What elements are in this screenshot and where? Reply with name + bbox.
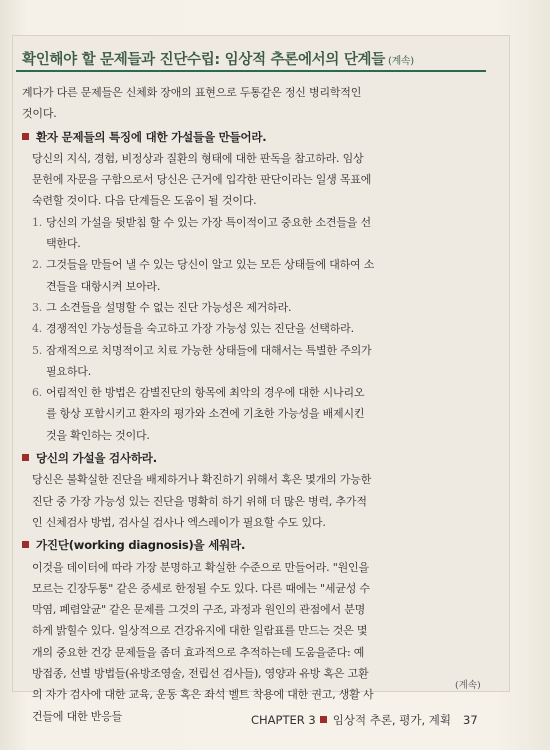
list-line: 당신의 가설을 뒷받침 할 수 있는 가장 특이적이고 중요한 소견들을 선	[46, 215, 371, 229]
list-number: 5.	[32, 343, 43, 357]
section-heading	[22, 448, 492, 469]
body-line: 의 자가 검사에 대한 교육, 운동 혹은 좌석 벨트 착용에 대한 권고, 생활 사	[32, 688, 374, 702]
body-line: 막염, 폐렴알균" 같은 문제를 그것의 구조, 과정과 원인의 관점에서 분명	[32, 603, 366, 617]
square-bullet-icon	[22, 541, 29, 548]
list-text	[46, 212, 492, 255]
body-line: 인 신체검사 방법, 검사실 검사나 엑스레이가 필요할 수도 있다.	[32, 515, 326, 529]
square-bullet-icon	[22, 133, 29, 140]
section-heading-text: 환자 문제들의 특징에 대한 가설들을 만들어라.	[36, 129, 267, 144]
list-item	[22, 382, 492, 446]
page-title	[22, 48, 414, 69]
list-text	[46, 382, 492, 446]
section-body	[22, 469, 492, 533]
square-bullet-icon	[320, 716, 327, 723]
square-bullet-icon	[22, 454, 29, 461]
body-line: 건들에 대한 반응들	[32, 709, 123, 723]
section-body	[22, 557, 492, 727]
list-line: 그것들을 만들어 낼 수 있는 당신이 알고 있는 모든 상태들에 대하여 소	[46, 258, 375, 272]
list-item	[22, 254, 492, 297]
list-number: 1.	[32, 215, 43, 229]
list-line: 경쟁적인 가능성들을 숙고하고 가장 가능성 있는 진단을 선택하라.	[46, 322, 354, 336]
list-number: 3.	[32, 300, 43, 314]
list-line: 그 소견들을 설명할 수 없는 진단 가능성은 제거하라.	[46, 300, 292, 314]
section-body	[22, 148, 492, 212]
body-line: 당신은 불확실한 진단을 배제하거나 확진하기 위해서 혹은 몇개의 가능한	[32, 473, 372, 487]
chapter-title: 임상적 추론, 평가, 계획	[332, 713, 451, 727]
main-content	[22, 82, 492, 727]
body-line: 당신의 지식, 경험, 비정상과 질환의 형태에 대한 판독을 참고하라. 임상	[32, 151, 364, 165]
list-line: 어림적인 한 방법은 감별진단의 항목에 최악의 경우에 대한 시나리오	[46, 386, 365, 400]
intro-line: 것이다.	[22, 107, 57, 121]
body-line: 숙련할 것이다. 다음 단계들은 도움이 될 것이다.	[32, 194, 257, 208]
body-line: 문헌에 자문을 구함으로서 당신은 근거에 입각한 판단이라는 일생 목표에	[32, 173, 372, 187]
list-item	[22, 212, 492, 255]
body-line: 방접종, 선별 방법들(유방조영술, 전립선 검사들), 영양과 유방 혹은 고환	[32, 667, 369, 681]
page-number: 37	[463, 713, 478, 727]
list-text	[46, 340, 492, 383]
section-heading	[22, 535, 492, 556]
list-line: 것을 확인하는 것이다.	[46, 428, 150, 442]
list-text	[46, 254, 492, 297]
list-line: 필요하다.	[46, 364, 92, 378]
list-line: 잠재적으로 치명적이고 치료 가능한 상태들에 대해서는 특별한 주의가	[46, 343, 372, 357]
section-hypotheses	[22, 127, 492, 446]
list-line: 견들을 대항시켜 보아라.	[46, 279, 161, 293]
chapter-label: CHAPTER 3	[251, 713, 316, 727]
page-footer	[251, 712, 478, 728]
list-item	[22, 340, 492, 383]
body-line: 진단 중 가장 가능성 있는 진단을 명확히 하기 위해 더 많은 병력, 추가적	[32, 494, 367, 508]
list-number: 2.	[32, 258, 43, 272]
title-continued: (계속)	[387, 56, 414, 67]
section-heading-text: 가진단(working diagnosis)을 세워라.	[36, 538, 246, 553]
list-line: 를 항상 포함시키고 환자의 평가와 소견에 기초한 가능성을 배제시킨	[46, 407, 365, 421]
list-item	[22, 297, 492, 318]
title-bar	[16, 44, 486, 72]
list-number: 4.	[32, 322, 43, 336]
intro-paragraph	[22, 82, 492, 125]
body-line: 개의 중요한 건강 문제들을 좀더 효과적으로 추적하는데 도움을준다: 예	[32, 645, 365, 659]
list-line: 택한다.	[46, 237, 81, 251]
body-line: 이것을 데이터에 따라 가장 분명하고 확실한 수준으로 만들어라. "원인을	[32, 560, 369, 574]
list-text	[46, 297, 492, 318]
body-line: 하게 밝힐수 있다. 일상적으로 건강유지에 대한 일람표를 만드는 것은 몇	[32, 624, 368, 638]
title-text: 확인해야 할 문제들과 진단수립: 임상적 추론에서의 단계들	[22, 52, 385, 68]
intro-line: 계다가 다른 문제들은 신체화 장애의 표현으로 두통같은 정신 병리학적인	[22, 86, 362, 99]
list-item	[22, 318, 492, 339]
section-heading	[22, 127, 492, 148]
list-number: 6.	[32, 386, 43, 400]
continued-note: (계속)	[455, 680, 481, 691]
body-line: 모르는 긴장두통" 같은 증세로 한정될 수도 있다. 다른 때에는 "세균성 수	[32, 581, 370, 595]
section-working-diagnosis	[22, 535, 492, 727]
numbered-list	[22, 212, 492, 446]
section-heading-text: 당신의 가설을 검사하라.	[36, 451, 157, 466]
section-test-hypotheses	[22, 448, 492, 533]
list-text	[46, 318, 492, 339]
